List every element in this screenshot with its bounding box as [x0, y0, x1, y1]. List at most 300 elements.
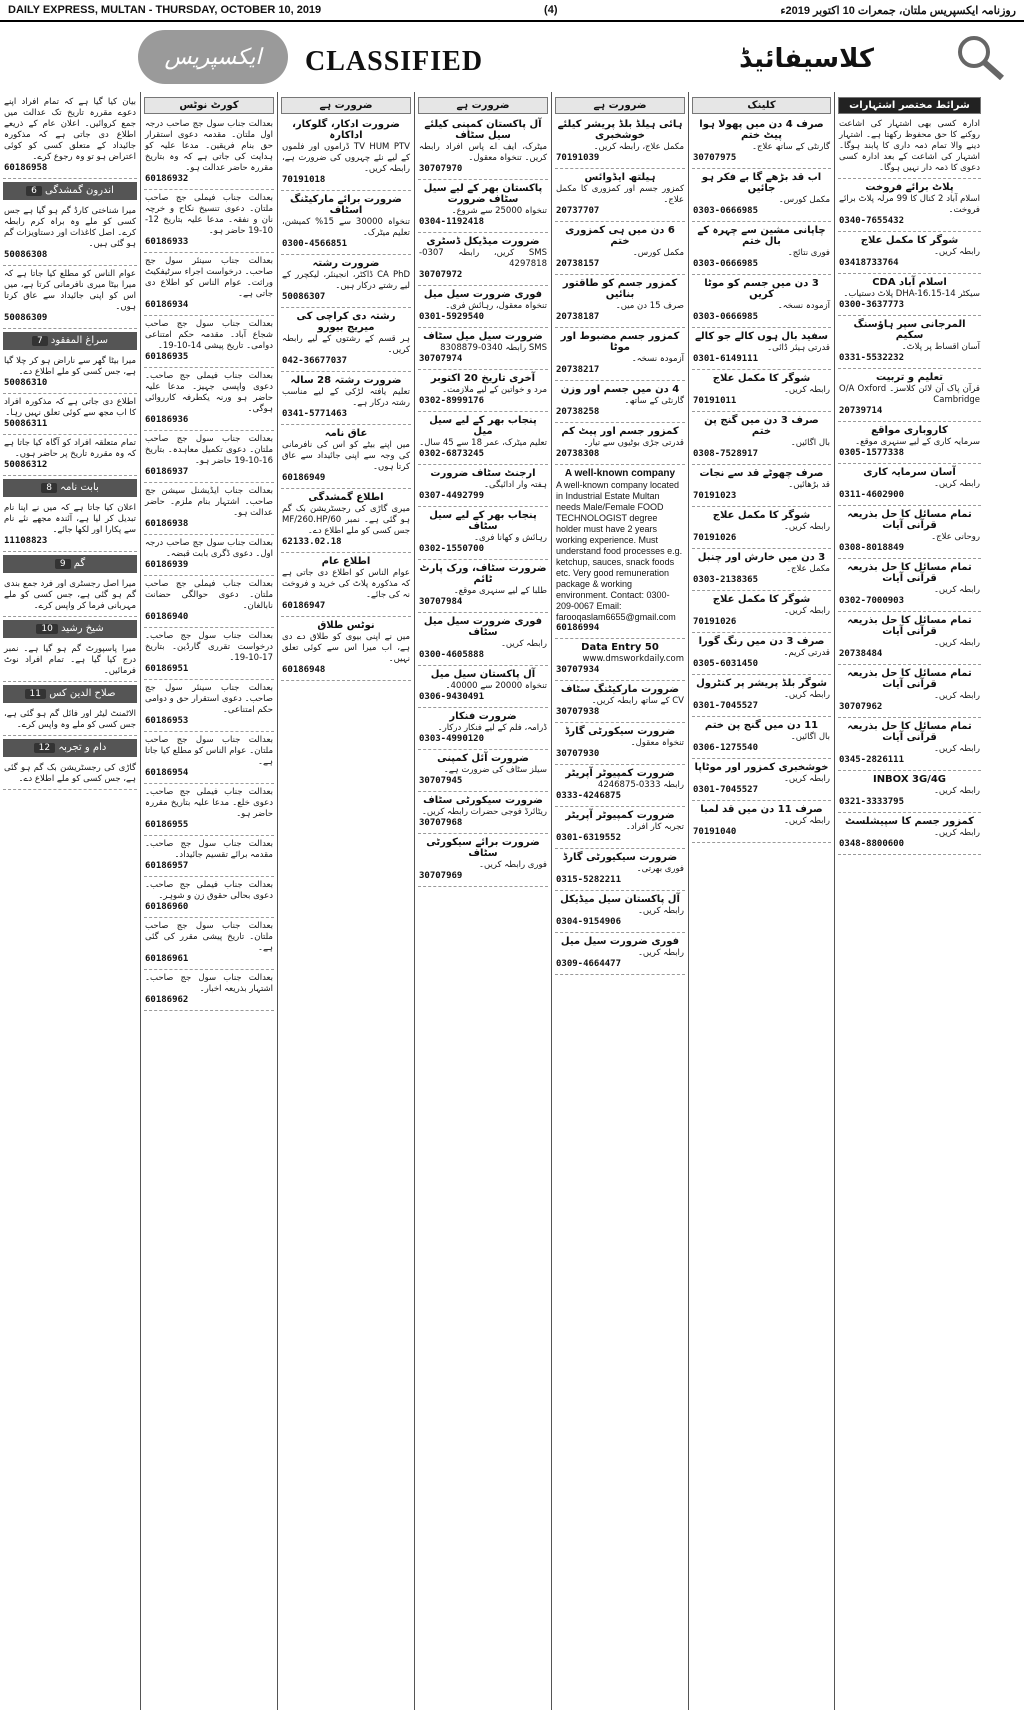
- ad-title: تمام مسائل کا حل بذریعہ قرآنی آیات: [847, 562, 972, 584]
- ad-body: رابطہ کریں۔: [637, 906, 684, 916]
- ad-phone: 0348-8800600: [839, 839, 905, 849]
- ad-phone: 0308-7528917: [693, 449, 759, 459]
- section-number: 12: [34, 743, 55, 753]
- ad-body: میں نے اپنی بیوی کو طلاق دے دی ہے، اب میرا اس سے کوئی تعلق نہیں۔: [282, 632, 410, 664]
- ad-phone: 60186933: [145, 237, 189, 247]
- ad-body: رابطہ کریں۔: [933, 786, 980, 796]
- ad-body: گاڑی کی رجسٹریشن بک گم ہو گئی ہے، جس کسی کو ملے اطلاع دے۔: [4, 763, 136, 784]
- ad-title: ضرورت میڈیکل ڈسٹری: [426, 236, 540, 247]
- ad-title: کمزور جسم اور پیٹ کم: [561, 426, 679, 437]
- ad-body: میرا اصل رجسٹری اور فرد جمع بندی گم ہو گئی ہے، جس کسی کو ملے مہربانی فرما کر واپس کرے۔: [4, 579, 136, 611]
- magnifier-icon: [954, 32, 1006, 80]
- section-number: 11: [25, 689, 46, 699]
- classified-ad: [3, 641, 137, 682]
- ad-body: رابطہ کریں۔: [783, 606, 830, 616]
- section-number: 6: [26, 186, 42, 196]
- ad-phone: 60186934: [145, 300, 189, 310]
- classified-ad: [692, 591, 831, 633]
- ad-phone: 03418733764: [839, 258, 899, 268]
- ad-body: روحانی علاج۔: [931, 532, 980, 542]
- ad-title: ضرورت کمپیوٹر آپریٹر: [565, 810, 675, 821]
- ad-title: اسلام آباد CDA: [872, 277, 947, 288]
- ad-phone: 60186937: [145, 467, 189, 477]
- ad-phone: 60186939: [145, 560, 189, 570]
- ad-phone: 60186958: [4, 163, 48, 173]
- ad-phone: 60186955: [145, 820, 189, 830]
- column-heading: کلینک: [692, 97, 831, 114]
- ad-body: مکمل کورس۔: [632, 248, 684, 258]
- ad-body: مکمل کورس۔: [778, 195, 830, 205]
- classified-ad: [838, 771, 981, 813]
- ad-phone: 50086309: [4, 313, 48, 323]
- ad-phone: 20738217: [556, 365, 600, 375]
- classified-ad: [144, 535, 274, 576]
- ad-title: کمزور جسم کا سپیشلسٹ: [845, 816, 974, 827]
- ad-title: آخری تاریخ 20 اکتوبر: [430, 373, 536, 384]
- ad-phone: 042-36677037: [282, 356, 348, 366]
- ad-body: رابطہ کریں۔: [783, 816, 830, 826]
- classified-ad: [144, 918, 274, 970]
- column-3: [277, 92, 414, 1710]
- ad-body: مکمل علاج، رابطہ کریں۔: [593, 142, 684, 152]
- classified-ad: [555, 275, 685, 328]
- ad-title: اب قد بڑھے گا بے فکر ہو جائیں: [701, 172, 822, 194]
- classified-ad: [692, 549, 831, 591]
- ad-title: ہیلتھ ایڈوائس: [584, 172, 656, 183]
- ad-title: ہائی ہیلڈ بلڈ پریشر کیلئے خوشخبری: [557, 119, 683, 141]
- ad-body: CA PhD ڈاکٹر، انجینئر، لیکچرر کے لیے رشتے درکار ہیں۔: [282, 270, 411, 291]
- ad-phone: 70191026: [693, 533, 737, 543]
- ad-phone: 60186940: [145, 612, 189, 622]
- ad-phone: 0300-3637773: [839, 300, 905, 310]
- ad-phone: 70191040: [693, 827, 737, 837]
- ad-body: قدرتی کریم۔: [783, 648, 830, 658]
- ad-body: بعدالت جناب ایڈیشنل سیشن جج صاحب۔ اشتہار بنام ملزم۔ حاضر عدالت ہو۔: [145, 486, 273, 518]
- ad-body: میرا شناختی کارڈ گم ہو گیا ہے جس کسی کو ملے وہ براہ کرم رابطہ کرے۔ اصل کاغذات اور دستاویزات گم ہو گئی ہیں۔: [4, 206, 136, 249]
- ad-phone: 0303-0666985: [693, 206, 759, 216]
- ad-body: رابطہ کریں۔: [933, 585, 980, 595]
- ad-body: SMS رابطہ 0340-8308879: [440, 343, 547, 353]
- header-bar: [0, 0, 1024, 22]
- ad-body: مرد و خواتین کے لیے ملازمت۔: [442, 385, 547, 395]
- ad-phone: 60186960: [145, 902, 189, 912]
- ad-phone: 0304-9154906: [556, 917, 622, 927]
- ad-body: سیلز سٹاف کی ضرورت ہے۔: [443, 765, 547, 775]
- ad-phone: 30707938: [556, 707, 600, 717]
- ad-title: 11 دن میں گنج پن ختم: [704, 720, 819, 731]
- section-heading: سراغ المفقود 7: [3, 332, 137, 350]
- ad-body: الاٹمنٹ لیٹر اور فائل گم ہو گئی ہے، جس کسی کو ملے وہ واپس کرے۔: [4, 709, 136, 730]
- ad-title: 3 دن میں جسم کو موٹا کریں: [704, 278, 819, 300]
- classified-ad: [144, 970, 274, 1011]
- ad-title: A well-known company: [564, 468, 676, 479]
- ad-title: ضرورت سیکورٹی گارڈ: [564, 726, 676, 737]
- classified-ad: [692, 633, 831, 675]
- classified-ad: [692, 169, 831, 222]
- ad-title: ضرورت سیکورٹی سٹاف: [423, 795, 543, 806]
- ad-title: ضرورت سیل میل سٹاف: [423, 331, 543, 342]
- ad-phone: 60186957: [145, 861, 189, 871]
- ad-phone: 0302-7000903: [839, 596, 905, 606]
- ad-title: پنجاب بھر کے لیے سیل میل: [429, 415, 537, 437]
- classified-ad: [838, 274, 981, 316]
- ad-body: صرف 15 دن میں۔: [615, 301, 684, 311]
- ad-body: میٹرک، ایف اے پاس افراد رابطہ کریں۔ تنخواہ معقول۔: [419, 142, 547, 163]
- ad-title: خوشخبری کمزور اور موٹاپا: [694, 762, 829, 773]
- ad-body: بعدالت جناب سول جج صاحب ملتان۔ دعوی تکمیل معاہدہ۔ بتاریخ 16-10-19 حاضر ہو۔: [145, 434, 273, 466]
- ad-phone: 30707968: [419, 818, 463, 828]
- classified-ad: [692, 507, 831, 549]
- ad-body: ریٹائرڈ فوجی حضرات رابطہ کریں۔: [421, 807, 547, 817]
- ad-phone: 0303-4990120: [419, 734, 485, 744]
- classified-ad: [555, 423, 685, 465]
- ad-body: بعدالت جناب سینئر سول جج صاحب۔ درخواست اجراء سرٹیفکیٹ وراثت۔ عوام الناس کو اطلاع دی جاتی ہے۔: [145, 256, 273, 299]
- classified-ad: [281, 308, 411, 372]
- ad-body: رابطہ کریں۔: [783, 690, 830, 700]
- classified-ad: [418, 328, 548, 370]
- classified-ad: [281, 372, 411, 425]
- classified-ad: [692, 717, 831, 759]
- classified-ad: [144, 253, 274, 316]
- ad-phone: 0311-4602900: [839, 490, 905, 500]
- column-5: [551, 92, 688, 1710]
- classified-ad: [144, 190, 274, 253]
- ad-phone: 0307-4492799: [419, 491, 485, 501]
- ad-phone: 60186949: [282, 473, 326, 483]
- classified-ad: [418, 286, 548, 328]
- classified-ad: [555, 639, 685, 681]
- classified-ad: [281, 617, 411, 681]
- ad-title: شوگر کا مکمل علاج: [860, 235, 959, 246]
- classified-ad: [3, 266, 137, 329]
- column-6: [688, 92, 834, 1710]
- classified-ad: [418, 412, 548, 465]
- ad-title: INBOX 3G/4G: [872, 774, 947, 785]
- ad-phone: 30707934: [556, 665, 600, 675]
- ad-body: بعدالت جناب سول جج صاحب ملتان۔ عوام الناس کو مطلع کیا جاتا ہے۔: [145, 735, 273, 767]
- ad-body: رابطہ کریں۔: [933, 247, 980, 257]
- ad-body: تنخواہ معقول، رہائش فری۔: [445, 301, 547, 311]
- classified-ad: [838, 316, 981, 369]
- ad-phone: 50086312: [4, 460, 48, 470]
- ad-title: نوٹس طلاق: [317, 620, 375, 631]
- ad-title: المرجانی سپر ہاؤسنگ سکیم: [853, 319, 966, 341]
- classified-ad: [144, 316, 274, 368]
- ad-phone: 20738157: [556, 259, 600, 269]
- ad-body: ادارہ کسی بھی اشتہار کی اشاعت روکنے کا حق محفوظ رکھتا ہے۔ اشتہار دینے والا تمام ذمہ داری کا پابند ہوگا۔ اشتہار کی اشاعت کے بعد ادارہ کسی دعوی کا ذمہ دار نہیں ہوگا۔: [839, 119, 980, 173]
- ad-phone: 70191018: [282, 175, 326, 185]
- classified-ad: [692, 222, 831, 275]
- ad-phone: 60186962: [145, 995, 189, 1005]
- classified-ad: [144, 836, 274, 877]
- classified-ad: [838, 369, 981, 422]
- ad-phone: 0331-5532232: [839, 353, 905, 363]
- ad-phone: 30707970: [419, 164, 463, 174]
- classified-ad: [144, 431, 274, 483]
- ad-phone: 0301-6319552: [556, 833, 622, 843]
- ad-body: رابطہ کریں۔: [933, 691, 980, 701]
- ad-phone: 60186948: [282, 665, 326, 675]
- ad-phone: 70191039: [556, 153, 600, 163]
- classified-ad: [555, 222, 685, 275]
- ad-body: میرا پاسپورٹ گم ہو گیا ہے۔ نمبر درج کیا گیا ہے۔ تمام افراد نوٹ فرمائیں۔: [4, 644, 136, 676]
- ad-title: تمام مسائل کا حل بذریعہ قرآنی آیات: [847, 668, 972, 690]
- ad-phone: 50086311: [4, 419, 48, 429]
- ad-title: ضرورت برائے سیکورٹی سٹاف: [426, 837, 540, 859]
- ad-body: بعدالت جناب سینئر سول جج صاحب۔ دعوی استقرار حق و دوامی حکم امتناعی۔: [145, 683, 273, 715]
- ad-phone: 30707984: [419, 597, 463, 607]
- classified-ad: [692, 370, 831, 412]
- ad-title: شوگر بلڈ پریشر پر کنٹرول: [696, 678, 827, 689]
- ad-body: ہر قسم کے رشتوں کے لیے رابطہ کریں۔: [282, 334, 410, 355]
- ad-phone: 30707945: [419, 776, 463, 786]
- ad-title: کمزور جسم کو طاقتور بنائیں: [562, 278, 678, 300]
- ad-body: عوام الناس کو مطلع کیا جاتا ہے کہ میرا بیٹا میری نافرمانی کرتا ہے، میں اس کو اپنی جائیداد سے عاق کرتا ہوں۔: [4, 269, 136, 312]
- section-number: 8: [41, 483, 57, 493]
- classified-columns: [0, 92, 1024, 1710]
- ad-title: آسان سرمایہ کاری: [863, 467, 956, 478]
- ad-body: قدرتی ہیئر ڈائی۔: [767, 343, 830, 353]
- ad-phone: 20739714: [839, 406, 883, 416]
- ad-body: بعدالت جناب فیملی جج صاحب ملتان۔ دعوی حوالگی حضانت نابالغان۔: [145, 579, 273, 611]
- ad-title: 50 Data Entry: [581, 642, 659, 653]
- ad-body: میں اپنے بیٹے کو اس کی نافرمانی کی وجہ سے اپنی جائیداد سے عاق کرتا ہوں۔: [282, 440, 410, 472]
- classified-ad: [555, 465, 685, 639]
- classified-ad: [144, 483, 274, 535]
- classified-ad: [838, 813, 981, 855]
- ad-phone: 70191026: [693, 617, 737, 627]
- ad-body: طلبا کے لیے سنہری موقع۔: [453, 586, 547, 596]
- ad-body: بیان کیا گیا ہے کہ تمام افراد اپنے دعوے مقررہ تاریخ تک عدالت میں جمع کروائیں۔ اعلان عام کے ذریعے اطلاع دی جاتی ہے کہ مذکورہ جائیداد کے متعلق کسی کو کوئی اعتراض ہو تو وہ رجوع کرے۔: [4, 97, 136, 162]
- ad-title: ضرورت رشتہ 28 سالہ: [290, 375, 402, 386]
- ad-body: A well-known company located in Industrial Estate Multan needs Male/Female FOOD TECHNOLOGIST degree holder must have 2 years working experience. Must understand food processes e.g. ketchup, sauces, snack foods etc. Very good remuneration package & working environment. Contact: 0300-209-0067 Email: farooqaslam6655@gmail.com: [556, 480, 683, 622]
- ad-body: تنخواہ 20000 سے 40000۔: [445, 681, 547, 691]
- section-number: 7: [32, 336, 48, 346]
- ad-phone: 50086307: [282, 292, 326, 302]
- ad-body: رابطہ کریں۔: [933, 744, 980, 754]
- ad-phone: 0321-3333795: [839, 797, 905, 807]
- ad-phone: 60186954: [145, 768, 189, 778]
- ad-phone: 70191023: [693, 491, 737, 501]
- classified-ad: [418, 560, 548, 613]
- classified-ad: [281, 489, 411, 553]
- column-7: [834, 92, 984, 1710]
- ad-phone: 0302-1550700: [419, 544, 485, 554]
- classified-ad: [3, 760, 137, 790]
- ad-title: پنجاب بھر کے لیے سیل سٹاف: [429, 510, 537, 532]
- column-heading: کورٹ نوٹس: [144, 97, 274, 114]
- classified-ad: [692, 116, 831, 169]
- classified-ad: [555, 723, 685, 765]
- ad-title: عاق نامہ: [324, 428, 368, 439]
- ad-phone: 0333-4246875: [556, 791, 622, 801]
- ad-phone: 0341-5771463: [282, 409, 348, 419]
- header-left: DAILY EXPRESS, MULTAN - THURSDAY, OCTOBER 10, 2019: [8, 4, 322, 16]
- ad-body: تجربہ کار افراد۔: [625, 822, 684, 832]
- ad-body: بال اگائیں۔: [790, 438, 830, 448]
- ad-body: عوام الناس کو اطلاع دی جاتی ہے کہ مذکورہ پلاٹ کی خرید و فروخت نہ کی جائے۔: [282, 568, 410, 600]
- column-2: [140, 92, 277, 1710]
- ad-phone: 0306-9430491: [419, 692, 485, 702]
- ad-title: 6 دن میں ہی کمزوری ختم: [565, 225, 675, 247]
- ad-phone: 60186932: [145, 174, 189, 184]
- classified-ad: [555, 933, 685, 975]
- ad-title: ارجنٹ سٹاف ضرورت: [430, 468, 536, 479]
- classified-ad: [418, 180, 548, 233]
- column-heading: ضرورت ہے: [555, 97, 685, 114]
- ad-title: ضرورت فنکار: [449, 711, 517, 722]
- ad-phone: 30707974: [419, 354, 463, 364]
- ad-body: سیکٹر DHA-16.15-14 پلاٹ دستیاب۔: [843, 289, 980, 299]
- ad-body: رابطہ کریں۔: [783, 774, 830, 784]
- classified-ad: [838, 612, 981, 665]
- classified-ad: [281, 116, 411, 191]
- classified-ad: [692, 412, 831, 465]
- ad-title: رشتہ دی کراچی کی میریج بیورو: [296, 311, 396, 333]
- ad-body: آسان اقساط پر پلاٹ۔: [901, 342, 980, 352]
- classified-ad: [144, 116, 274, 190]
- ad-title: پاکستان بھر کے لیے سیل سٹاف ضرورت: [423, 183, 543, 205]
- ad-body: تمام متعلقہ افراد کو آگاہ کیا جاتا ہے کہ وہ مقررہ تاریخ پر حاضر ہوں۔: [4, 438, 136, 459]
- ad-body: قدرتی جڑی بوٹیوں سے تیار۔: [583, 438, 684, 448]
- ad-body: فوری نتائج۔: [787, 248, 830, 258]
- ad-title: سفید بال ہوں کالے جو کالے: [695, 331, 828, 342]
- ad-phone: 0340-7655432: [839, 216, 905, 226]
- ad-title: اطلاع گمشدگی: [308, 492, 384, 503]
- section-heading: صلاح الدین کس 11: [3, 685, 137, 703]
- ad-body: رابطہ کریں۔: [933, 479, 980, 489]
- classified-ad: [418, 465, 548, 507]
- ad-title: ضرورت ادکار، گلوکار، اداکارہ: [292, 119, 400, 141]
- express-logo: ایکسپریس: [138, 30, 288, 84]
- classified-ad: [418, 834, 548, 887]
- ad-body: بعدالت جناب سول جج صاحب درجہ اول۔ دعوی ڈگری بابت قبضہ۔: [145, 538, 273, 559]
- ad-title: پلاٹ برائے فروخت: [865, 182, 954, 193]
- ad-body: اسلام آباد 2 کنال کا 99 مرلہ پلاٹ برائے فروخت۔: [839, 194, 980, 215]
- ad-body: میری گاڑی کی رجسٹریشن بک گم ہو گئی ہے۔ نمبر MF/260.HP/60 جس کسی کو ملے اطلاع دے۔: [282, 504, 410, 536]
- ad-title: چاپانی مشین سے چہرہ کے بال ختم: [697, 225, 826, 247]
- ad-phone: 0303-0666985: [693, 312, 759, 322]
- classified-ad: [281, 425, 411, 489]
- ad-title: آل پاکستان سیل میل: [430, 669, 536, 680]
- ad-body: TV HUM PTV ڈراموں اور فلموں کے لیے نئے چہروں کی ضرورت ہے، رابطہ کریں۔: [282, 142, 410, 174]
- ad-title: تمام مسائل کا حل بذریعہ قرآنی آیات: [847, 509, 972, 531]
- classified-ad: [144, 784, 274, 836]
- ad-title: شوگر کا مکمل علاج: [712, 594, 811, 605]
- classified-ad: [838, 116, 981, 179]
- ad-phone: 60186935: [145, 352, 189, 362]
- column-1: [0, 92, 140, 1710]
- classified-ad: [3, 203, 137, 266]
- ad-body: رابطہ کریں۔: [637, 948, 684, 958]
- ad-body: گارنٹی کے ساتھ۔: [624, 396, 684, 406]
- ad-phone: 20738187: [556, 312, 600, 322]
- ad-phone: 60186961: [145, 954, 189, 964]
- classified-ad: [555, 807, 685, 849]
- classified-ad: [3, 576, 137, 617]
- classified-ad: [555, 681, 685, 723]
- ad-phone: 0302-6873245: [419, 449, 485, 459]
- ad-body: فوری رابطہ کریں۔: [479, 860, 547, 870]
- classified-ad: [692, 759, 831, 801]
- ad-body: بعدالت جناب فیملی جج صاحب۔ دعوی واپسی جہیز۔ مدعا علیہ حاضر ہو ورنہ یکطرفہ کارروائی ہوگی۔: [145, 371, 273, 414]
- classified-ad: [838, 464, 981, 506]
- ad-body: بعدالت جناب فیملی جج صاحب۔ دعوی خلع۔ مدعا علیہ بتاریخ مقررہ حاضر ہو۔: [145, 787, 273, 819]
- section-heading: گم 9: [3, 555, 137, 573]
- ad-phone: 30707969: [419, 871, 463, 881]
- ad-phone: 60186938: [145, 519, 189, 529]
- ad-title: اطلاع عام: [321, 556, 371, 567]
- ad-title: ضرورت آئل کمپنی: [437, 753, 529, 764]
- classified-ad: [692, 801, 831, 843]
- ad-phone: 0306-1275540: [693, 743, 759, 753]
- classified-ad: [555, 765, 685, 807]
- section-heading: اندرون گمشدگی 6: [3, 182, 137, 200]
- ad-body: بعدالت جناب فیملی جج صاحب ملتان۔ دعوی تنسیخ نکاح و خرچہ نان و نفقہ۔ مدعا علیہ بتاریخ 12-10-19 حاضر ہو۔: [145, 193, 273, 236]
- ad-body: رہائش و کھانا فری۔: [474, 533, 547, 543]
- classified-ad: [418, 708, 548, 750]
- column-heading: ضرورت ہے: [281, 97, 411, 114]
- section-heading: دام و تجربہ 12: [3, 739, 137, 757]
- ad-phone: 30707975: [693, 153, 737, 163]
- ad-phone: 0301-6149111: [693, 354, 759, 364]
- ad-title: صرف 4 دن میں پھولا ہوا پیٹ ختم: [699, 119, 824, 141]
- ad-body: آزمودہ نسخہ۔: [631, 354, 684, 364]
- ad-phone: 60186936: [145, 415, 189, 425]
- ad-body: مکمل علاج۔: [786, 564, 830, 574]
- ad-title: تمام مسائل کا حل بذریعہ قرآنی آیات: [847, 615, 972, 637]
- section-heading: بابت نامہ 8: [3, 479, 137, 497]
- classified-ad: [281, 255, 411, 308]
- ad-title: ضرورت برائے مارکیٹنگ اسٹاف: [290, 194, 402, 216]
- ad-phone: 20738308: [556, 449, 600, 459]
- column-heading: شرائط مختصر اشتہارات: [838, 97, 981, 114]
- ad-phone: 60186953: [145, 716, 189, 726]
- classified-ad: [418, 116, 548, 180]
- classified-ad: [3, 353, 137, 394]
- classified-ad: [3, 706, 137, 736]
- ad-phone: 0345-2826111: [839, 755, 905, 765]
- ad-body: رابطہ کریں۔: [933, 638, 980, 648]
- classified-ad: [555, 849, 685, 891]
- ad-title: شوگر کا مکمل علاج: [712, 510, 811, 521]
- ad-body: www.dmsworkdaily.com: [582, 654, 684, 664]
- ad-phone: 0303-0666985: [693, 259, 759, 269]
- ad-body: تعلیم یافتہ لڑکی کے لیے مناسب رشتہ درکار ہے۔: [282, 387, 410, 408]
- ad-phone: 0301-7045527: [693, 785, 759, 795]
- ad-phone: 0300-4566851: [282, 239, 348, 249]
- classified-ad: [418, 750, 548, 792]
- classified-ad: [838, 422, 981, 464]
- ad-title: ضرورت کمپیوٹر آپریٹر: [565, 768, 675, 779]
- classified-title-en: CLASSIFIED: [305, 46, 484, 77]
- ad-phone: 60186994: [556, 623, 600, 633]
- classified-ad: [838, 506, 981, 559]
- page-number: (4): [544, 4, 558, 16]
- ad-body: بال اگائیں۔: [790, 732, 830, 742]
- ad-body: تنخواہ 25000 سے شروع۔: [451, 206, 547, 216]
- ad-title: تمام مسائل کا حل بذریعہ قرآنی آیات: [847, 721, 972, 743]
- ad-phone: 0303-2138365: [693, 575, 759, 585]
- classified-banner: [0, 26, 1024, 88]
- classified-ad: [144, 368, 274, 431]
- header-right: روزنامہ ایکسپریس ملتان، جمعرات 10 اکتوبر 2019ء: [780, 4, 1016, 17]
- ad-phone: 20738484: [839, 649, 883, 659]
- classified-ad: [281, 553, 411, 617]
- ad-phone: 0305-1577338: [839, 448, 905, 458]
- section-number: 10: [36, 624, 57, 634]
- classified-ad: [281, 191, 411, 255]
